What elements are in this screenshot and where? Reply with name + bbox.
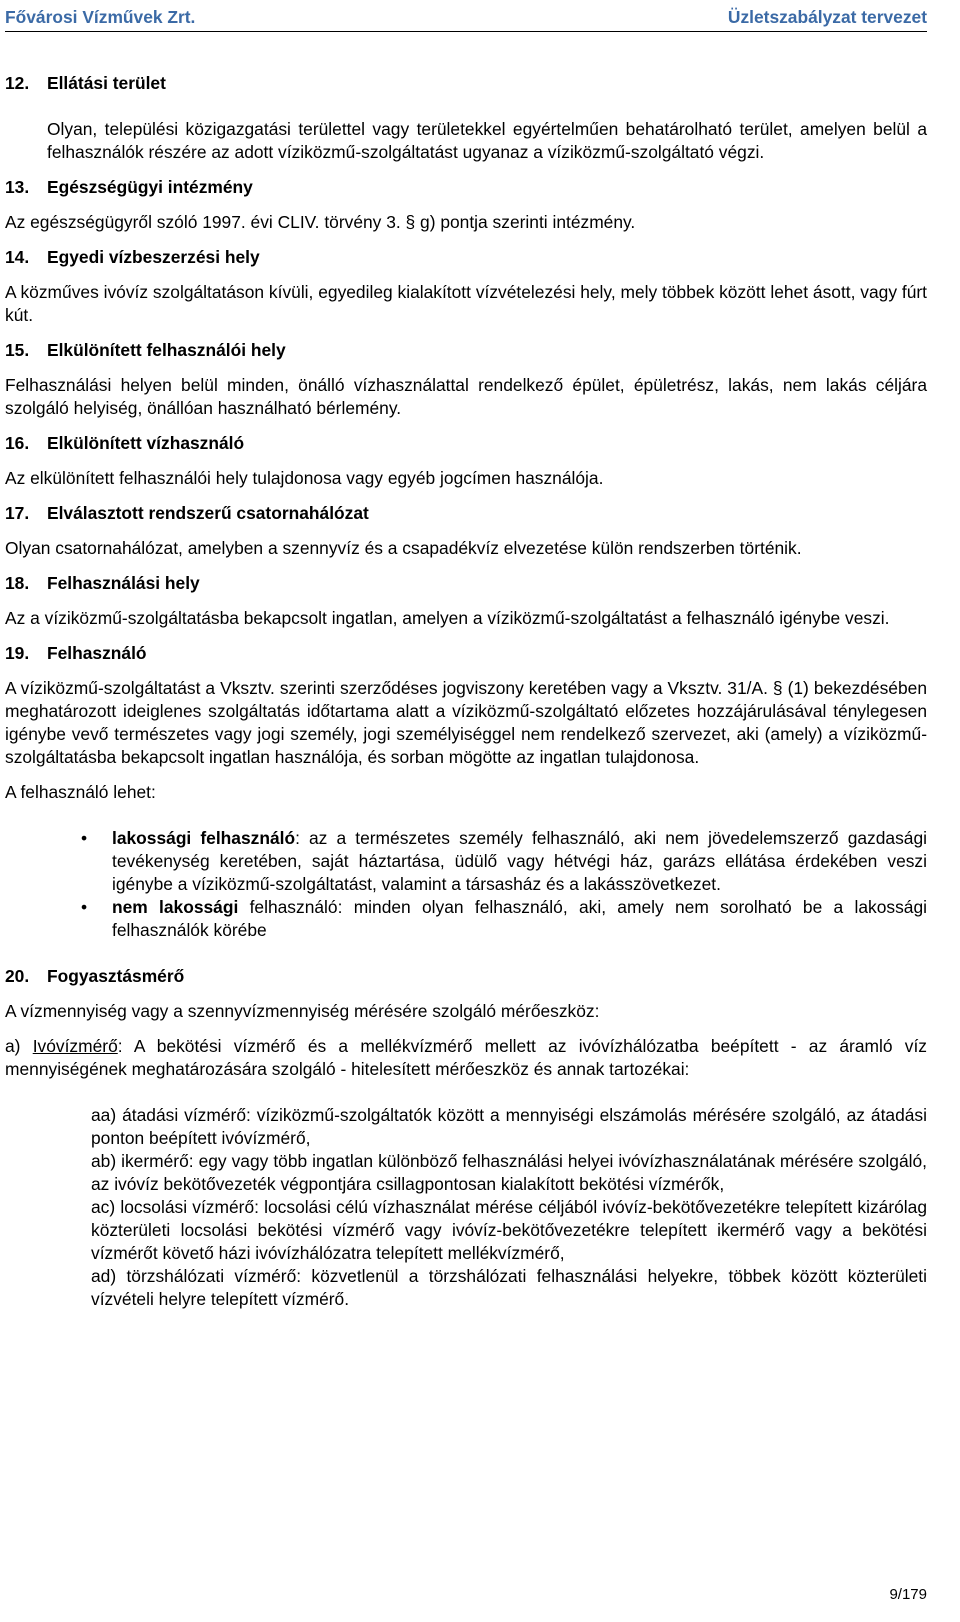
section-14-heading: 14. Egyedi vízbeszerzési hely: [5, 247, 260, 267]
list-item: ad) törzshálózati vízmérő: közvetlenül a törzshálózati felhasználási helyekre, többek között közterületi vízvételi helyre telepített vízmérő.: [91, 1266, 927, 1309]
list-item: aa) átadási vízmérő: víziközmű-szolgáltatók között a mennyiségi elszámolás mérésére szolgáló, az átadási ponton beépített ivóvízmérő,: [91, 1105, 927, 1148]
bullet-icon: •: [81, 828, 88, 848]
section-12-heading: 12. Ellátási terület: [5, 73, 166, 93]
section-16-text: Az elkülönített felhasználói hely tulajdonosa vagy egyéb jogcímen használója.: [5, 468, 604, 488]
document-body: [5, 62, 927, 1311]
section-20-text: A vízmennyiség vagy a szennyvízmennyiség mérésére szolgáló mérőeszköz:: [5, 1001, 600, 1021]
section-12-text: Olyan, települési közigazgatási területtel vagy területekkel egyértelműen behatárolható terület, amelyen belül a felhasználók részére az adott víziközmű-szolgáltatást ugyanaz a víziközmű-szolgáltató végzi.: [47, 119, 927, 162]
section-17-heading: 17. Elválasztott rendszerű csatornahálózat: [5, 503, 369, 523]
section-17-text: Olyan csatornahálózat, amelyben a szennyvíz és a csapadékvíz elvezetése külön rendszerben történik.: [5, 538, 802, 558]
section-20-heading: 20. Fogyasztásmérő: [5, 966, 185, 986]
section-18-text: Az a víziközmű-szolgáltatásba bekapcsolt ingatlan, amelyen a víziközmű-szolgáltatást a felhasználó igénybe veszi.: [5, 608, 890, 628]
section-14-text: A közműves ivóvíz szolgáltatáson kívüli, egyedileg kialakított vízvételezési hely, mely többek között lehet ásott, vagy fúrt kút.: [5, 282, 927, 325]
document-title: Üzletszabályzat tervezet: [727, 7, 927, 27]
list-item: ab) ikermérő: egy vagy több ingatlan különböző felhasználási helyei ivóvízhasználatának mérésére szolgáló, az ivóvíz bekötővezeték végpontjára csillagpontosan kialakított bekötési vízmérők,: [91, 1151, 927, 1194]
section-13-text: Az egészségügyről szóló 1997. évi CLIV. törvény 3. § g) pontja szerinti intézmény.: [5, 212, 636, 232]
section-15-heading: 15. Elkülönített felhasználói hely: [5, 340, 286, 360]
list-item: • lakossági felhasználó: az a természetes személy felhasználó, aki nem jövedelemszerző gazdasági tevékenység keretében, saját háztartása, üdülő vagy hétvégi ház, garázs ellátása érdekében veszi igénybe a víziközmű-szolgáltatást, valamint a társasház és a lakásszövetkezet.: [81, 828, 927, 894]
bullet-icon: •: [81, 897, 88, 917]
section-16-heading: 16. Elkülönített vízhasználó: [5, 433, 245, 453]
section-18-heading: 18. Felhasználási hely: [5, 573, 200, 593]
section-19-text: A víziközmű-szolgáltatást a Vksztv. szerinti szerződéses jogviszony keretében vagy a Vksztv. 31/A. § (1) bekezdésében meghatározott ideiglenes szolgáltatás időtartama alatt a víziközmű-szolgáltató előzetes hozzájárulásával ténylegesen igénybe vevő természetes vagy jogi személy, jogi személyiséggel nem rendelkező szervezet, aki (amely) a víziközmű-szolgáltatásba bekapcsolt ingatlan használója, és sorban mögötte az ingatlan tulajdonosa.: [5, 678, 927, 767]
section-13-heading: 13. Egészségügyi intézmény: [5, 177, 253, 197]
company-name: Fővárosi Vízművek Zrt.: [5, 7, 196, 27]
list-item: ac) locsolási vízmérő: locsolási célú vízhasználat mérése céljából ivóvíz-bekötővezetékre telepített kizárólag közterületi locsolási bekötési vízmérő vagy ivóvíz-bekötővezetékre telepített ikermérő vagy a bekötési vízmérőt követő házi ivóvízhálózatra telepített mellékvízmérő,: [91, 1197, 927, 1263]
page-header: [5, 3, 927, 32]
user-type-list: [5, 827, 927, 942]
page-number: 9/179: [889, 1586, 927, 1603]
meter-types: [5, 1104, 927, 1311]
section-19-lead: A felhasználó lehet:: [5, 782, 156, 802]
section-19-heading: 19. Felhasználó: [5, 643, 147, 663]
section-15-text: Felhasználási helyen belül minden, önálló vízhasználattal rendelkező épület, épületrész, lakás, nem lakás céljára szolgáló helyiség, önállóan használható bérlemény.: [5, 375, 927, 418]
section-20-a: a) Ivóvízmérő: A bekötési vízmérő és a mellékvízmérő mellett az ivóvízhálózatba beépített - az áramló víz mennyiségének meghatározására szolgáló - hitelesített mérőeszköz és annak tartozékai:: [5, 1036, 928, 1079]
list-item: • nem lakossági felhasználó: minden olyan felhasználó, aki, amely nem sorolható be a lakossági felhasználók körébe: [81, 897, 927, 940]
